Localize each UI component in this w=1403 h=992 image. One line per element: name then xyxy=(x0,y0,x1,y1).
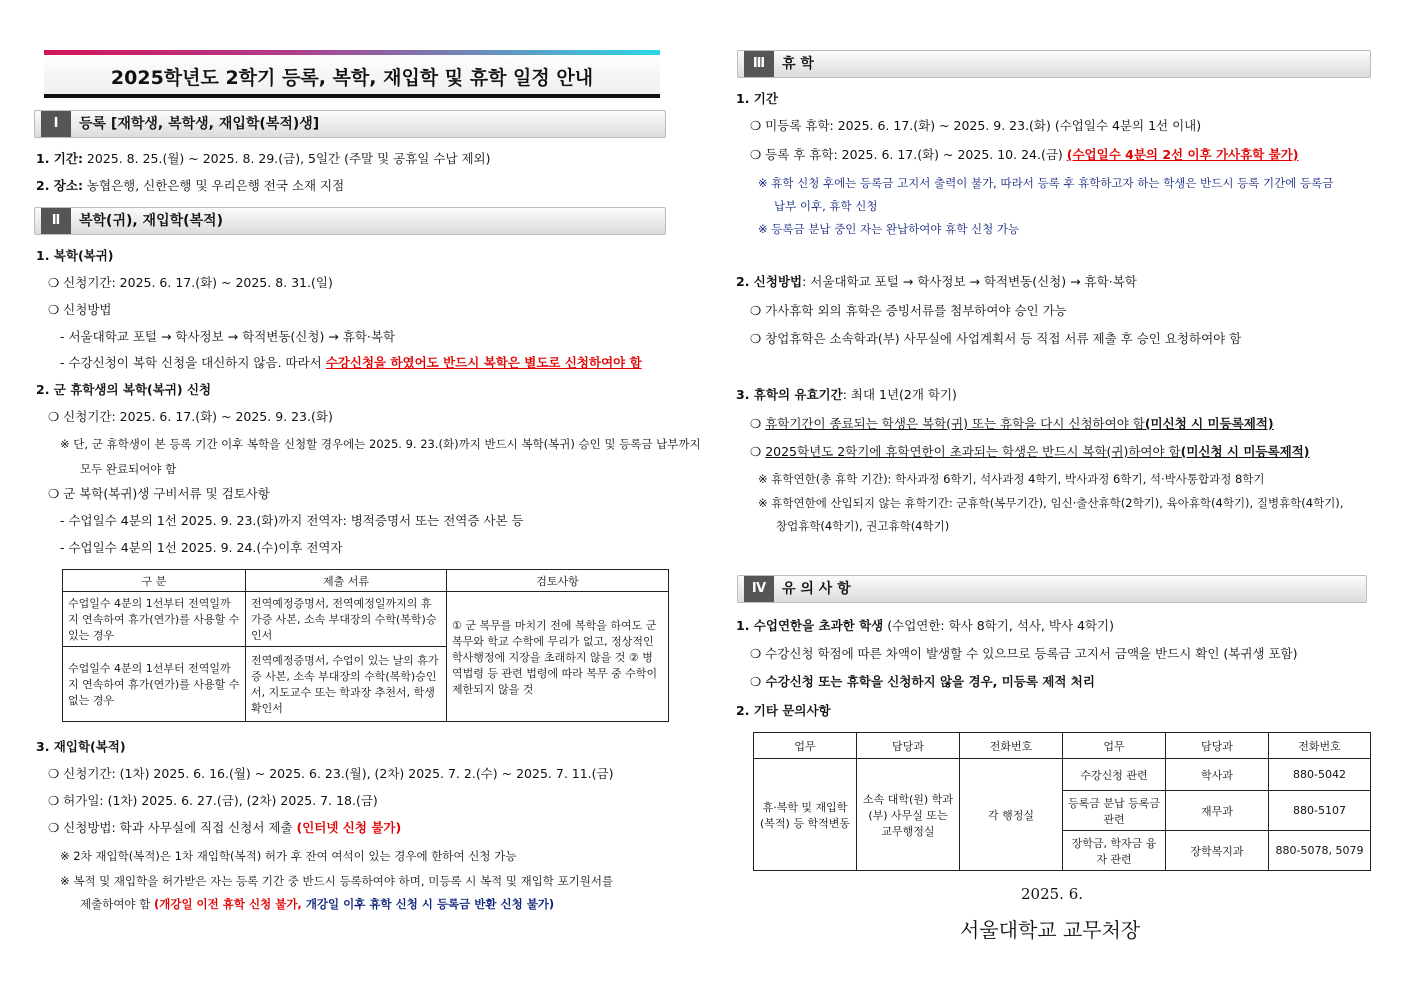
registration-place: 2. 장소: 농협은행, 신한은행 및 우리은행 전국 소재 지점 xyxy=(36,178,345,193)
section-number: Ⅱ xyxy=(41,208,71,234)
table-cell: 880-5078, 5079 xyxy=(1269,831,1371,871)
table-header: 전화번호 xyxy=(960,733,1063,759)
leave-validity-1: ❍ 휴학기간이 종료되는 학생은 복학(귀) 또는 휴학을 다시 신청하여야 함(미신청 시 미등록제적) xyxy=(750,416,1274,431)
leave-method-docs: ❍ 가사휴학 외의 휴학은 증빙서류를 첨부하여야 승인 가능 xyxy=(750,303,1067,318)
notes-overterm: 1. 수업연한을 초과한 학생 (수업연한: 학사 8학기, 석사, 박사 4학기) xyxy=(736,618,1114,633)
leave-method-startup: ❍ 창업휴학은 소속학과(부) 사무실에 사업계획서 등 직접 서류 제출 후 승인 요청하여야 함 xyxy=(750,331,1242,346)
table-header: 업무 xyxy=(754,733,857,759)
return-heading: 1. 복학(복귀) xyxy=(36,248,114,263)
table-cell: 880-5107 xyxy=(1269,791,1371,831)
table-cell: 수업일수 4분의 1선부터 전역일까지 연속하여 휴가(연가)를 사용할 수 없는 경우 xyxy=(63,647,246,722)
military-docs-case1: - 수업일수 4분의 1선 2025. 9. 23.(화)까지 전역자: 병적증명서 또는 전역증 사본 등 xyxy=(60,513,524,528)
title-gradient-bar xyxy=(44,50,660,55)
table-cell: 재무과 xyxy=(1166,791,1269,831)
table-cell: 각 행정실 xyxy=(960,759,1063,871)
table-cell: 880-5042 xyxy=(1269,759,1371,791)
table-header: 담당과 xyxy=(1166,733,1269,759)
section-label: 복학(귀), 재입학(복적) xyxy=(79,213,223,229)
page-title: 2025학년도 2학기 등록, 복학, 재입학 및 휴학 일정 안내 xyxy=(110,67,594,89)
military-docs-case2: - 수업일수 4분의 1선 2025. 9. 24.(수)이후 전역자 xyxy=(60,540,343,555)
section-header-notes xyxy=(737,575,1367,603)
leave-registered: ❍ 등록 후 휴학: 2025. 6. 17.(화) ~ 2025. 10. 24.(금) (수업일수 4분의 2선 이후 가사휴학 불가) xyxy=(750,147,1299,162)
section-number: Ⅰ xyxy=(41,111,71,137)
table-header: 검토사항 xyxy=(447,570,669,592)
table-cell: 전역예정증명서, 수업이 있는 날의 휴가증 사본, 소속 부대장의 수학(복학)승인서, 지도교수 또는 학과장 추천서, 학생 확인서 xyxy=(246,647,447,722)
notes-overterm-2: ❍ 수강신청 또는 휴학을 신청하지 않을 경우, 미등록 제적 처리 xyxy=(750,674,1095,689)
military-docs-heading: ❍ 군 복학(복귀)생 구비서류 및 검토사항 xyxy=(48,486,270,501)
section-label: 등록 [재학생, 복학생, 재입학(복적)생] xyxy=(79,116,320,132)
registration-period: 1. 기간: 2025. 8. 25.(월) ~ 2025. 8. 29.(금), 5일간 (주말 및 공휴일 수납 제외) xyxy=(36,151,491,166)
return-method-path: - 서울대학교 포털 → 학사정보 → 학적변동(신청) → 휴학·복학 xyxy=(60,329,396,344)
military-return-note: ※ 단, 군 휴학생이 본 등록 기간 이후 복학을 신청할 경우에는 2025. 9. 23.(화)까지 반드시 복학(복귀) 승인 및 등록금 납부까지 xyxy=(60,437,701,451)
table-cell: 장학금, 학자금 융자 관련 xyxy=(1063,831,1166,871)
table-cell: 장학복지과 xyxy=(1166,831,1269,871)
return-note: - 수강신청이 복학 신청을 대신하지 않음. 따라서 수강신청을 하였어도 반드시 복학은 별도로 신청하여야 함 xyxy=(60,355,642,370)
table-cell: 수강신청 관련 xyxy=(1063,759,1166,791)
readmission-heading: 3. 재입학(복적) xyxy=(36,739,126,754)
section-header-return xyxy=(34,207,666,235)
readmission-method: ❍ 신청방법: 학과 사무실에 직접 신청서 제출 (인터넷 신청 불가) xyxy=(48,820,402,835)
readmission-note1: ※ 2차 재입학(복적)은 1차 재입학(복적) 허가 후 잔여 여석이 있는 경우에 한하여 신청 가능 xyxy=(60,849,517,863)
military-return-heading: 2. 군 휴학생의 복학(복귀) 신청 xyxy=(36,382,212,397)
section-header-leave xyxy=(737,50,1371,78)
section-label: 유 의 사 항 xyxy=(782,581,851,597)
section-label: 휴 학 xyxy=(782,56,814,72)
table-cell: 수업일수 4분의 1선부터 전역일까지 연속하여 휴가(연가)를 사용할 수 있는 경우 xyxy=(63,592,246,647)
table-cell: 전역예정증명서, 전역예정일까지의 휴가증 사본, 소속 부대장의 수학(복학)승인서 xyxy=(246,592,447,647)
table-cell: 휴·복학 및 재입학(복적) 등 학적변동 xyxy=(754,759,857,871)
table-cell: ① 군 복무를 마치기 전에 복학을 하여도 군 복무와 학교 수학에 무리가 없고, 정상적인 학사행정에 지장을 초래하지 않을 것 ② 병역법령 등 관련 법령에 따라 복무 중 수학이 제한되지 않을 것 xyxy=(447,592,669,722)
section-number: Ⅳ xyxy=(744,576,774,602)
table-cell: 소속 대학(원) 학과(부) 사무실 또는 교무행정실 xyxy=(857,759,960,871)
table-header: 구 분 xyxy=(63,570,246,592)
leave-validity: 3. 휴학의 유효기간: 최대 1년(2개 학기) xyxy=(736,387,957,402)
military-docs-table xyxy=(62,569,669,722)
table-header: 전화번호 xyxy=(1269,733,1371,759)
table-cell: 학사과 xyxy=(1166,759,1269,791)
return-method: ❍ 신청방법 xyxy=(48,302,112,317)
readmission-note2: ※ 복적 및 재입학을 허가받은 자는 등록 기간 중 반드시 등록하여야 하며, 미등록 시 복적 및 재입학 포기원서를 xyxy=(60,874,614,888)
military-return-note-cont: 모두 완료되어야 함 xyxy=(80,462,177,476)
footer-date: 2025. 6. xyxy=(1021,885,1084,903)
table-header: 제출 서류 xyxy=(246,570,447,592)
notes-contact-heading: 2. 기타 문의사항 xyxy=(736,703,831,718)
leave-excluded-note-cont: 창업휴학(4학기), 권고휴학(4학기) xyxy=(776,519,950,533)
leave-limit-note: ※ 휴학연한(총 휴학 기간): 학사과정 6학기, 석사과정 4학기, 박사과정 6학기, 석·박사통합과정 8학기 xyxy=(758,472,1265,486)
notes-overterm-1: ❍ 수강신청 학점에 따른 차액이 발생할 수 있으므로 등록금 고지서 금액을 반드시 확인 (복귀생 포함) xyxy=(750,646,1298,661)
section-number: Ⅲ xyxy=(744,51,774,77)
readmission-period: ❍ 신청기간: (1차) 2025. 6. 16.(월) ~ 2025. 6. 23.(월), (2차) 2025. 7. 2.(수) ~ 2025. 7. 11.(금) xyxy=(48,766,614,781)
table-cell: 등록금 분납 등록금 관련 xyxy=(1063,791,1166,831)
table-header: 담당과 xyxy=(857,733,960,759)
footer-organization: 서울대학교 교무처장 xyxy=(960,918,1141,942)
leave-excluded-note: ※ 휴학연한에 산입되지 않는 휴학기간: 군휴학(복무기간), 임신·출산휴학(2학기), 육아휴학(4학기), 질병휴학(4학기), xyxy=(758,496,1344,510)
leave-validity-2: ❍ 2025학년도 2학기에 휴학연한이 초과되는 학생은 반드시 복학(귀)하여야 함(미신청 시 미등록제적) xyxy=(750,444,1310,459)
contact-table xyxy=(753,732,1371,871)
section-header-registration xyxy=(34,110,666,138)
leave-note1: ※ 휴학 신청 후에는 등록금 고지서 출력이 불가, 따라서 등록 후 휴학하고자 하는 학생은 반드시 등록 기간에 등록금 xyxy=(758,176,1334,190)
readmission-approval: ❍ 허가일: (1차) 2025. 6. 27.(금), (2차) 2025. 7. 18.(금) xyxy=(48,793,378,808)
title-banner xyxy=(44,50,660,98)
leave-note2: ※ 등록금 분납 중인 자는 완납하여야 휴학 신청 가능 xyxy=(758,222,1020,236)
table-header: 업무 xyxy=(1063,733,1166,759)
readmission-note3: 제출하여야 함 (개강일 이전 휴학 신청 불가, 개강일 이후 휴학 신청 시 등록금 반환 신청 불가) xyxy=(80,897,555,911)
return-period: ❍ 신청기간: 2025. 6. 17.(화) ~ 2025. 8. 31.(일) xyxy=(48,275,333,290)
leave-unregistered: ❍ 미등록 휴학: 2025. 6. 17.(화) ~ 2025. 9. 23.(화) (수업일수 4분의 1선 이내) xyxy=(750,118,1202,133)
title-underline xyxy=(44,94,660,98)
leave-period-heading: 1. 기간 xyxy=(736,91,778,106)
leave-method: 2. 신청방법: 서울대학교 포털 → 학사정보 → 학적변동(신청) → 휴학·복학 xyxy=(736,274,1137,289)
military-return-period: ❍ 신청기간: 2025. 6. 17.(화) ~ 2025. 9. 23.(화) xyxy=(48,409,333,424)
leave-note1-cont: 납부 이후, 휴학 신청 xyxy=(774,199,878,213)
